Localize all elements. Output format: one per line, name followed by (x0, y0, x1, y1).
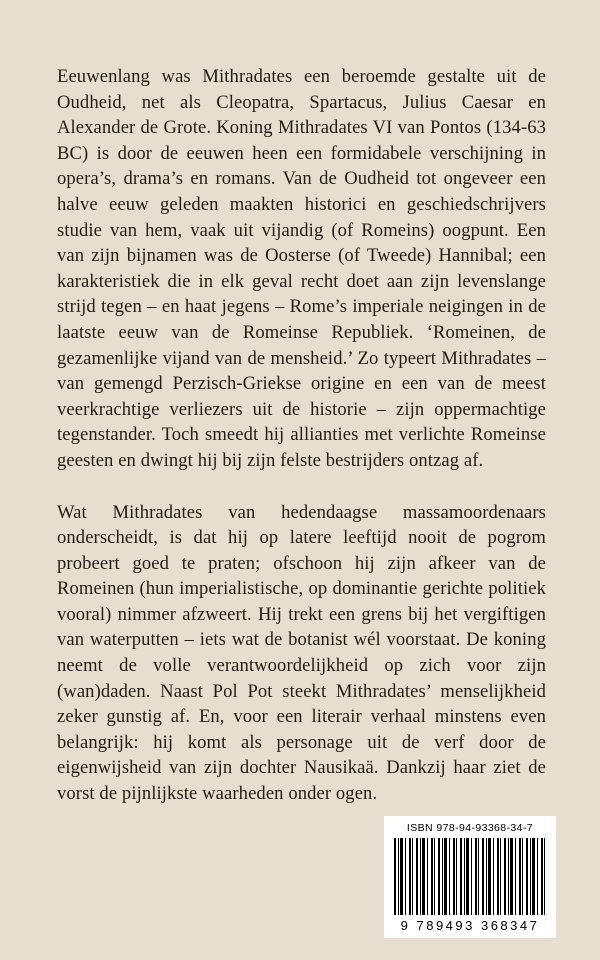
back-cover-blurb (57, 64, 546, 833)
isbn-label: ISBN 978-94-93368-34-7 (406, 822, 534, 834)
barcode-icon (394, 838, 546, 915)
barcode-number: 9 789493 368347 (400, 918, 540, 933)
blurb-paragraph-1: Eeuwenlang was Mithradates een beroemde gestalte uit de Oudheid, net als Cleopatra, Spartacus, Julius Caesar en Alexander de Grote. Koning Mithradates VI van Pontos (134-63 BC) is door de eeuwen heen een formidabele verschijning in opera’s, drama’s en romans. Van de Oudheid tot ongeveer een halve eeuw geleden maakten historici en geschiedschrijvers studie van hem, vaak uit vijandig (of Romeins) oogpunt. Een van zijn bijnamen was de Oosterse (of Tweede) Hannibal; een karakteristiek die in elk geval recht doet aan zijn levenslange strijd tegen – en haat jegens – Rome’s imperiale neigingen in de laatste eeuw van de Romeinse Republiek. ‘Romeinen, de gezamenlijke vijand van de mensheid.’ Zo typeert Mithradates – van gemengd Perzisch-Griekse origine en een van de meest veerkrachtige verliezers uit de historie – zijn oppermachtige tegenstander. Toch smeedt hij allianties met verlichte Romeinse geesten en dwingt hij bij zijn felste bestrijders ontzag af. (57, 66, 546, 471)
blurb-paragraph-2: Wat Mithradates van hedendaagse massamoordenaars onderscheidt, is dat hij op latere leeftijd nooit de pogrom probeert goed te praten; ofschoon hij zijn afkeer van de Romeinen (hun imperialistische, op dominantie gerichte politiek vooral) nimmer afzweert. Hij trekt een grens bij het vergiftigen van waterputten – iets wat de botanist wél voorstaat. De koning neemt de volle verantwoordelijkheid op zich voor zijn (wan)daden. Naast Pol Pot steekt Mithradates’ menselijkheid zeker gunstig af. En, voor een literair verhaal minstens even belangrijk: hij komt als personage uit de verf door de eigenwijsheid van zijn dochter Nausikaä. Dankzij haar ziet de vorst de pijnlijkste waarheden onder ogen. (57, 501, 546, 805)
barcode-box (384, 816, 556, 938)
